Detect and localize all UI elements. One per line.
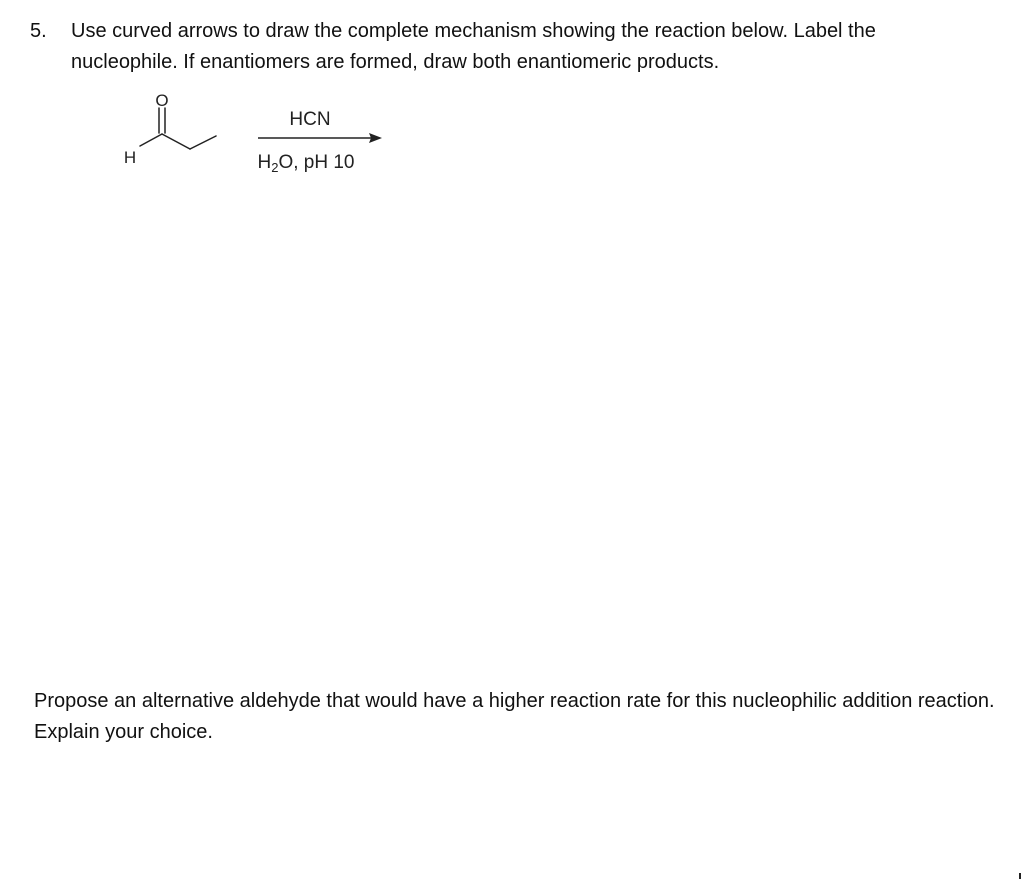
h-c-bond [140,134,162,146]
reaction-conditions [257,152,354,175]
c1-c2-bond [162,134,190,149]
propanal-structure [140,108,216,149]
conditions-suffix: O, pH 10 [278,152,355,173]
followup-question: Propose an alternative aldehyde that would have a higher reaction rate for this nucleophilic addition reaction. Explain your choice. [34,690,995,743]
hydrogen-atom-label: H [123,148,137,167]
conditions-prefix: H [257,152,272,173]
reaction-scheme [110,88,400,183]
conditions-subscript: 2 [271,160,279,175]
reaction-scheme-svg [110,88,400,183]
reagent-hcn: HCN [289,109,331,130]
c2-c3-bond [190,136,216,149]
question-number: 5. [30,20,47,42]
reaction-arrow [258,133,382,143]
oxygen-atom-label: O [155,91,169,110]
page-edge-mark [1019,873,1021,879]
question-text: Use curved arrows to draw the complete mechanism showing the reaction below. Label the nucleophile. If enantiomers are formed, draw both enantiomeric products. [71,20,876,73]
